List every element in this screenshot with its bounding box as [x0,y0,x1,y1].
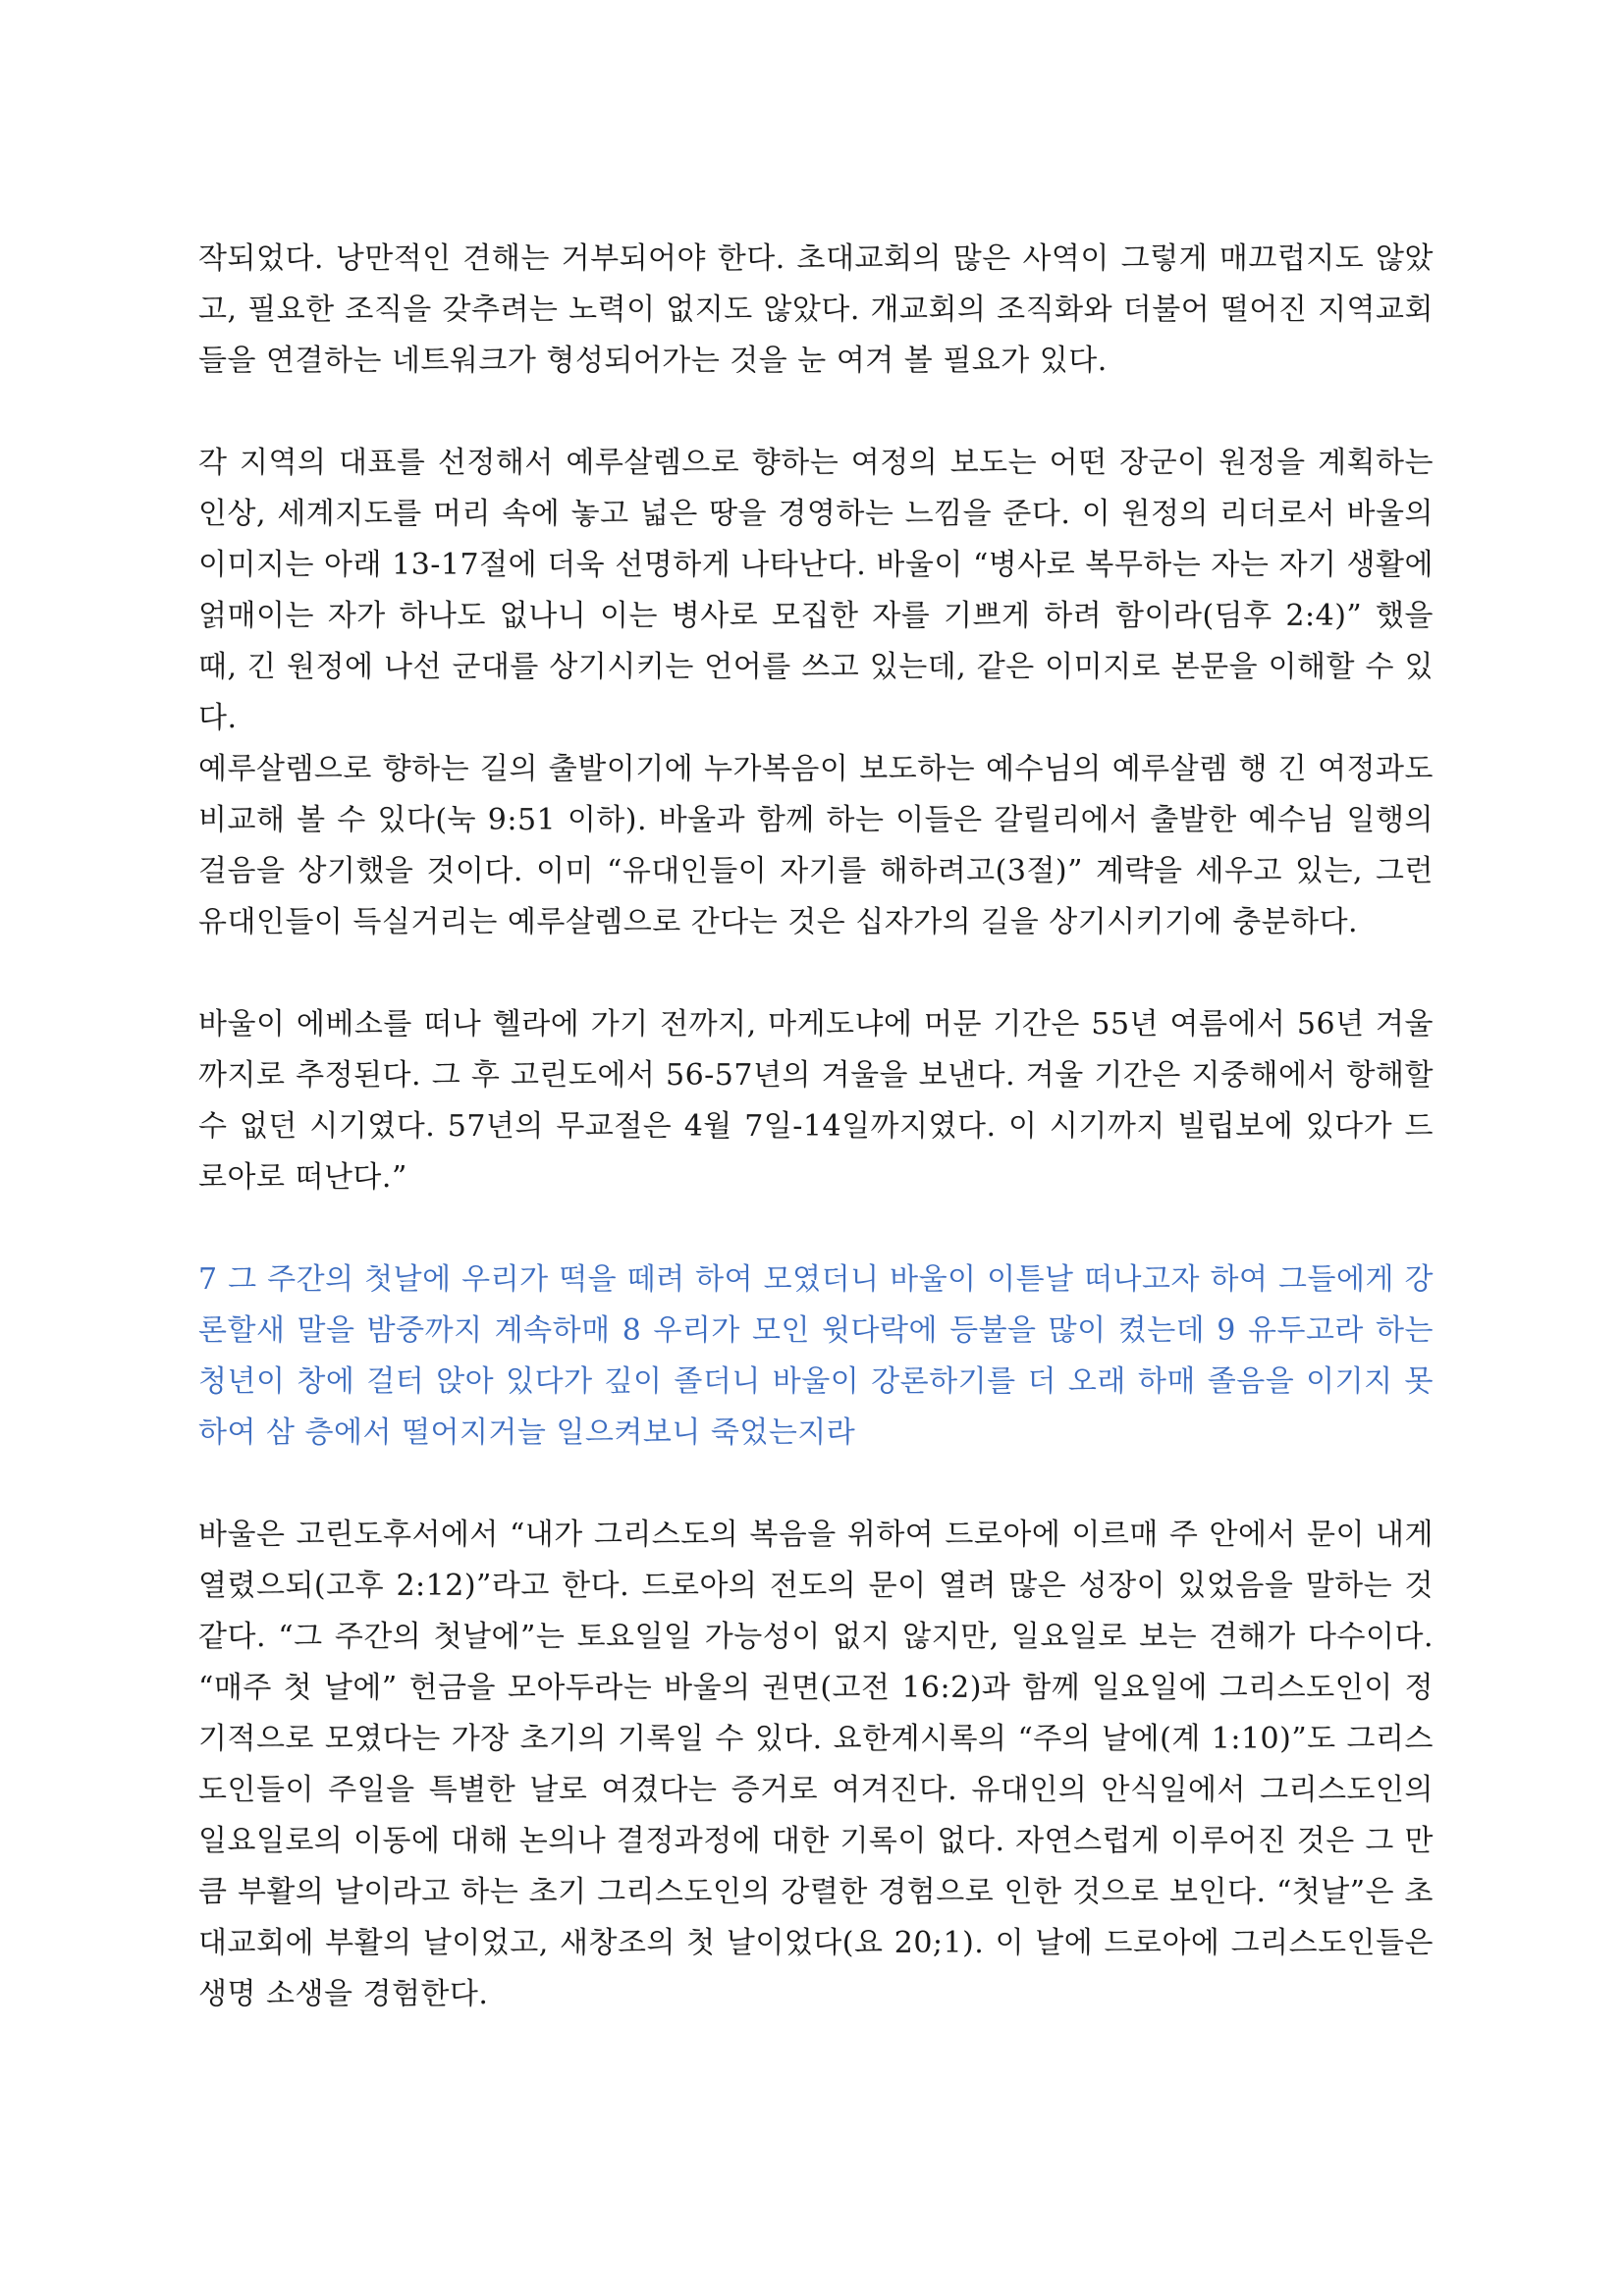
paragraph-gap [198,1203,1434,1255]
paragraph-first-day: 바울은 고린도후서에서 “내가 그리스도의 복음을 위하여 드로아에 이르매 주 안에서 문이 내게 열렸으되(고후 2:12)”라고 한다. 드로아의 전도의 문이 열려 많은 성장이 있었음을 말하는 것 같다. “그 주간의 첫날에”는 토요일일 가능성이 없지 않지만, 일요일로 보는 견해가 다수이다. “매주 첫 날에” 헌금을 모아두라는 바울의 권면(고전 16:2)과 함께 일요일에 그리스도인이 정기적으로 모였다는 가장 초기의 기록일 수 있다. 요한계시록의 “주의 날에(계 1:10)”도 그리스도인들이 주일을 특별한 날로 여겼다는 증거로 여겨진다. 유대인의 안식일에서 그리스도인의 일요일로의 이동에 대해 논의나 결정과정에 대한 기록이 없다. 자연스럽게 이루어진 것은 그 만큼 부활의 날이라고 하는 초기 그리스도인의 강렬한 경험으로 인한 것으로 보인다. “첫날”은 초대교회에 부활의 날이었고, 새창조의 첫 날이었다(요 20;1). 이 날에 드로아에 그리스도인들은 생명 소생을 경험한다. [198,1518,1434,2011]
paragraph-jerusalem-journey: 예루살렘으로 향하는 길의 출발이기에 누가복음이 보도하는 예수님의 예루살렘 행 긴 여정과도 비교해 볼 수 있다(눅 9:51 이하). 바울과 함께 하는 이들은 갈릴리에서 출발한 예수님 일행의 걸음을 상기했을 것이다. 이미 “유대인들이 자기를 해하려고(3절)” 계략을 세우고 있는, 그런 유대인들이 득실거리는 예루살렘으로 간다는 것은 십자가의 길을 상기시키기에 충분하다. [198,752,1434,939]
paragraph-network: 작되었다. 낭만적인 견해는 거부되어야 한다. 초대교회의 많은 사역이 그렇게 매끄럽지도 않았고, 필요한 조직을 갖추려는 노력이 없지도 않았다. 개교회의 조직화와 더불어 떨어진 지역교회들을 연결하는 네트워크가 형성되어가는 것을 눈 여겨 볼 필요가 있다. [198,241,1434,378]
paragraph-expedition: 각 지역의 대표를 선정해서 예루살렘으로 향하는 여정의 보도는 어떤 장군이 원정을 계획하는 인상, 세계지도를 머리 속에 놓고 넓은 땅을 경영하는 느낌을 준다. 이 원정의 리더로서 바울의 이미지는 아래 13-17절에 더욱 선명하게 나타난다. 바울이 “병사로 복무하는 자는 자기 생활에 얽매이는 자가 하나도 없나니 이는 병사로 모집한 자를 기쁘게 하려 함이라(딤후 2:4)” 했을 때, 긴 원정에 나선 군대를 상기시키는 언어를 쓰고 있는데, 같은 이미지로 본문을 이해할 수 있다. [198,446,1434,735]
paragraph-gap [198,1459,1434,1510]
document-body [198,234,1434,2020]
paragraph-gap [198,948,1434,999]
paragraph-gap [198,387,1434,438]
paragraph-timeline: 바울이 에베소를 떠나 헬라에 가기 전까지, 마게도냐에 머문 기간은 55년 여름에서 56년 겨울까지로 추정된다. 그 후 고린도에서 56-57년의 겨울을 보낸다. 겨울 기간은 지중해에서 항해할 수 없던 시기였다. 57년의 무교절은 4월 7일-14일까지였다. 이 시기까지 빌립보에 있다가 드로아로 떠난다.” [198,1007,1434,1195]
scripture-quote: 7 그 주간의 첫날에 우리가 떡을 떼려 하여 모였더니 바울이 이튿날 떠나고자 하여 그들에게 강론할새 말을 밤중까지 계속하매 8 우리가 모인 윗다락에 등불을 많이 켰는데 9 유두고라 하는 청년이 창에 걸터 앉아 있다가 깊이 졸더니 바울이 강론하기를 더 오래 하매 졸음을 이기지 못하여 삼 층에서 떨어지거늘 일으켜보니 죽었는지라 [198,1262,1434,1450]
